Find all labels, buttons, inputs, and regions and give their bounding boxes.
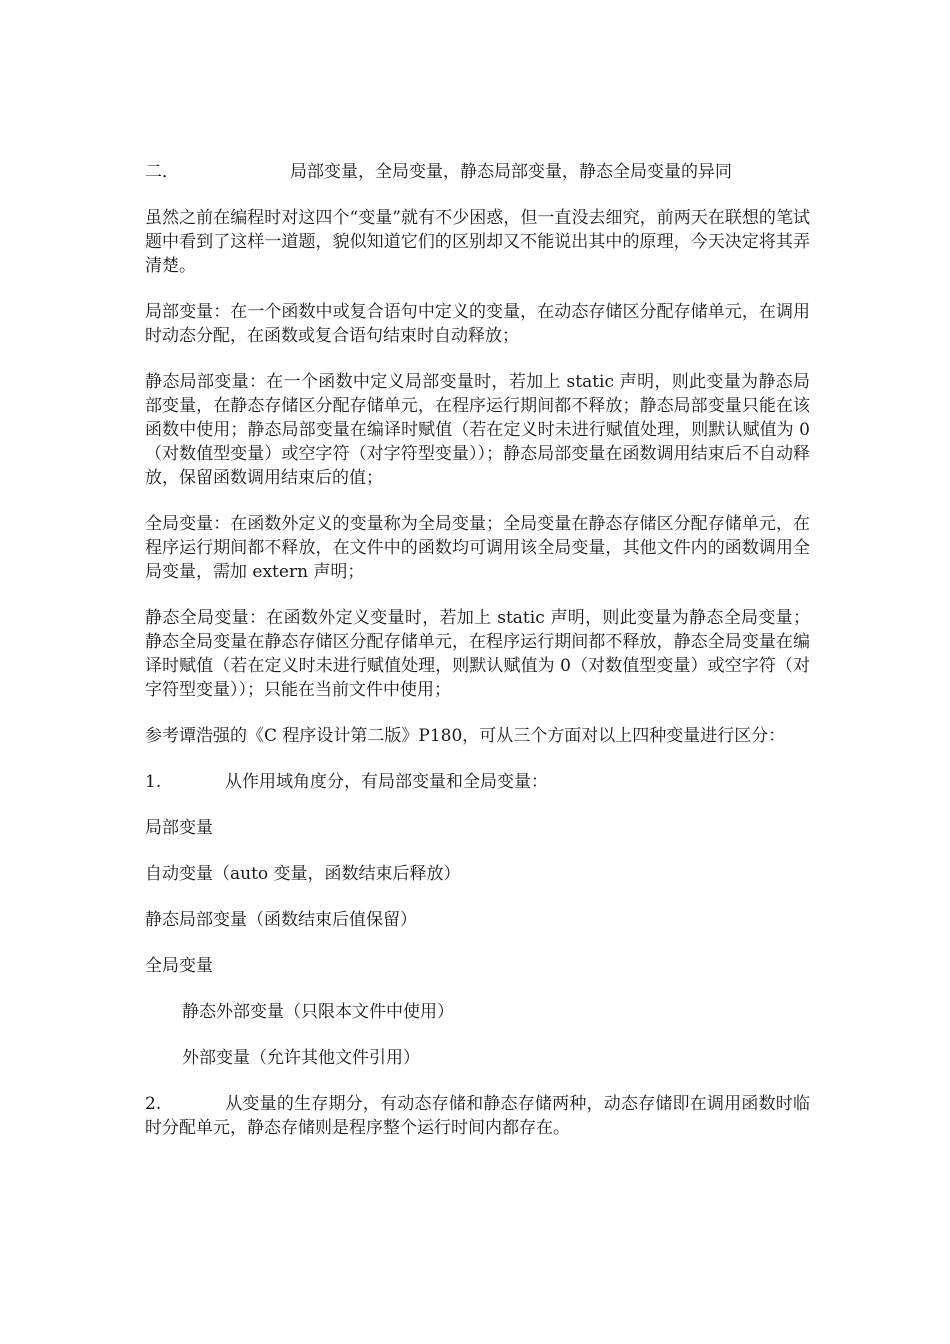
section-heading <box>145 160 810 184</box>
local-variable-paragraph: 局部变量：在一个函数中或复合语句中定义的变量，在动态存储区分配存储单元，在调用时动态分配，在函数或复合语句结束时自动释放； <box>145 302 810 346</box>
item-text: 从作用域角度分，有局部变量和全局变量： <box>225 772 548 792</box>
item-number: 1. <box>145 772 162 792</box>
document-page <box>145 160 810 1162</box>
numbered-item-1 <box>145 770 810 794</box>
numbered-item-2 <box>145 1092 810 1140</box>
list-auto-variable: 自动变量（auto 变量，函数结束后释放） <box>145 864 461 884</box>
static-local-variable-paragraph: 静态局部变量：在一个函数中定义局部变量时，若加上 static 声明，则此变量为静态局部变量，在静态存储区分配存储单元，在程序运行期间都不释放；静态局部变量只能在该函数中使用；静态局部变量在编译时赋值（若在定义时未进行赋值处理，则默认赋值为 0（对数值型变量）或空字符（对字符型变量））；静态局部变量在函数调用结束后不自动释放，保留函数调用结束后的值； <box>145 372 810 488</box>
intro-paragraph: 虽然之前在编程时对这四个“变量”就有不少困惑，但一直没去细究，前两天在联想的笔试题中看到了这样一道题，貌似知道它们的区别却又不能说出其中的原理，今天决定将其弄清楚。 <box>145 208 810 276</box>
list-static-external-variable: 静态外部变量（只限本文件中使用） <box>182 1002 454 1022</box>
list-static-local-variable: 静态局部变量（函数结束后值保留） <box>145 910 417 930</box>
item-text: 从变量的生存期分，有动态存储和静态存储两种，动态存储即在调用函数时临时分配单元，静态存储则是程序整个运行时间内都存在。 <box>145 1094 810 1138</box>
item-number: 2. <box>145 1094 162 1114</box>
section-title: 局部变量，全局变量，静态局部变量，静态全局变量的异同 <box>290 162 732 182</box>
list-local-heading: 局部变量 <box>145 818 213 838</box>
static-global-variable-paragraph: 静态全局变量：在函数外定义变量时，若加上 static 声明，则此变量为静态全局变量；静态全局变量在静态存储区分配存储单元，在程序运行期间都不释放，静态全局变量在编译时赋值（若在定义时未进行赋值处理，则默认赋值为 0（对数值型变量）或空字符（对字符型变量））；只能在当前文件中使用； <box>145 608 810 700</box>
global-variable-paragraph: 全局变量：在函数外定义的变量称为全局变量；全局变量在静态存储区分配存储单元，在程序运行期间都不释放，在文件中的函数均可调用该全局变量，其他文件内的函数调用全局变量，需加 extern 声明； <box>145 514 810 582</box>
list-external-variable: 外部变量（允许其他文件引用） <box>182 1048 420 1068</box>
section-number: 二． <box>145 162 179 182</box>
list-global-heading: 全局变量 <box>145 956 213 976</box>
reference-paragraph: 参考谭浩强的《C 程序设计第二版》P180，可从三个方面对以上四种变量进行区分： <box>145 726 786 746</box>
